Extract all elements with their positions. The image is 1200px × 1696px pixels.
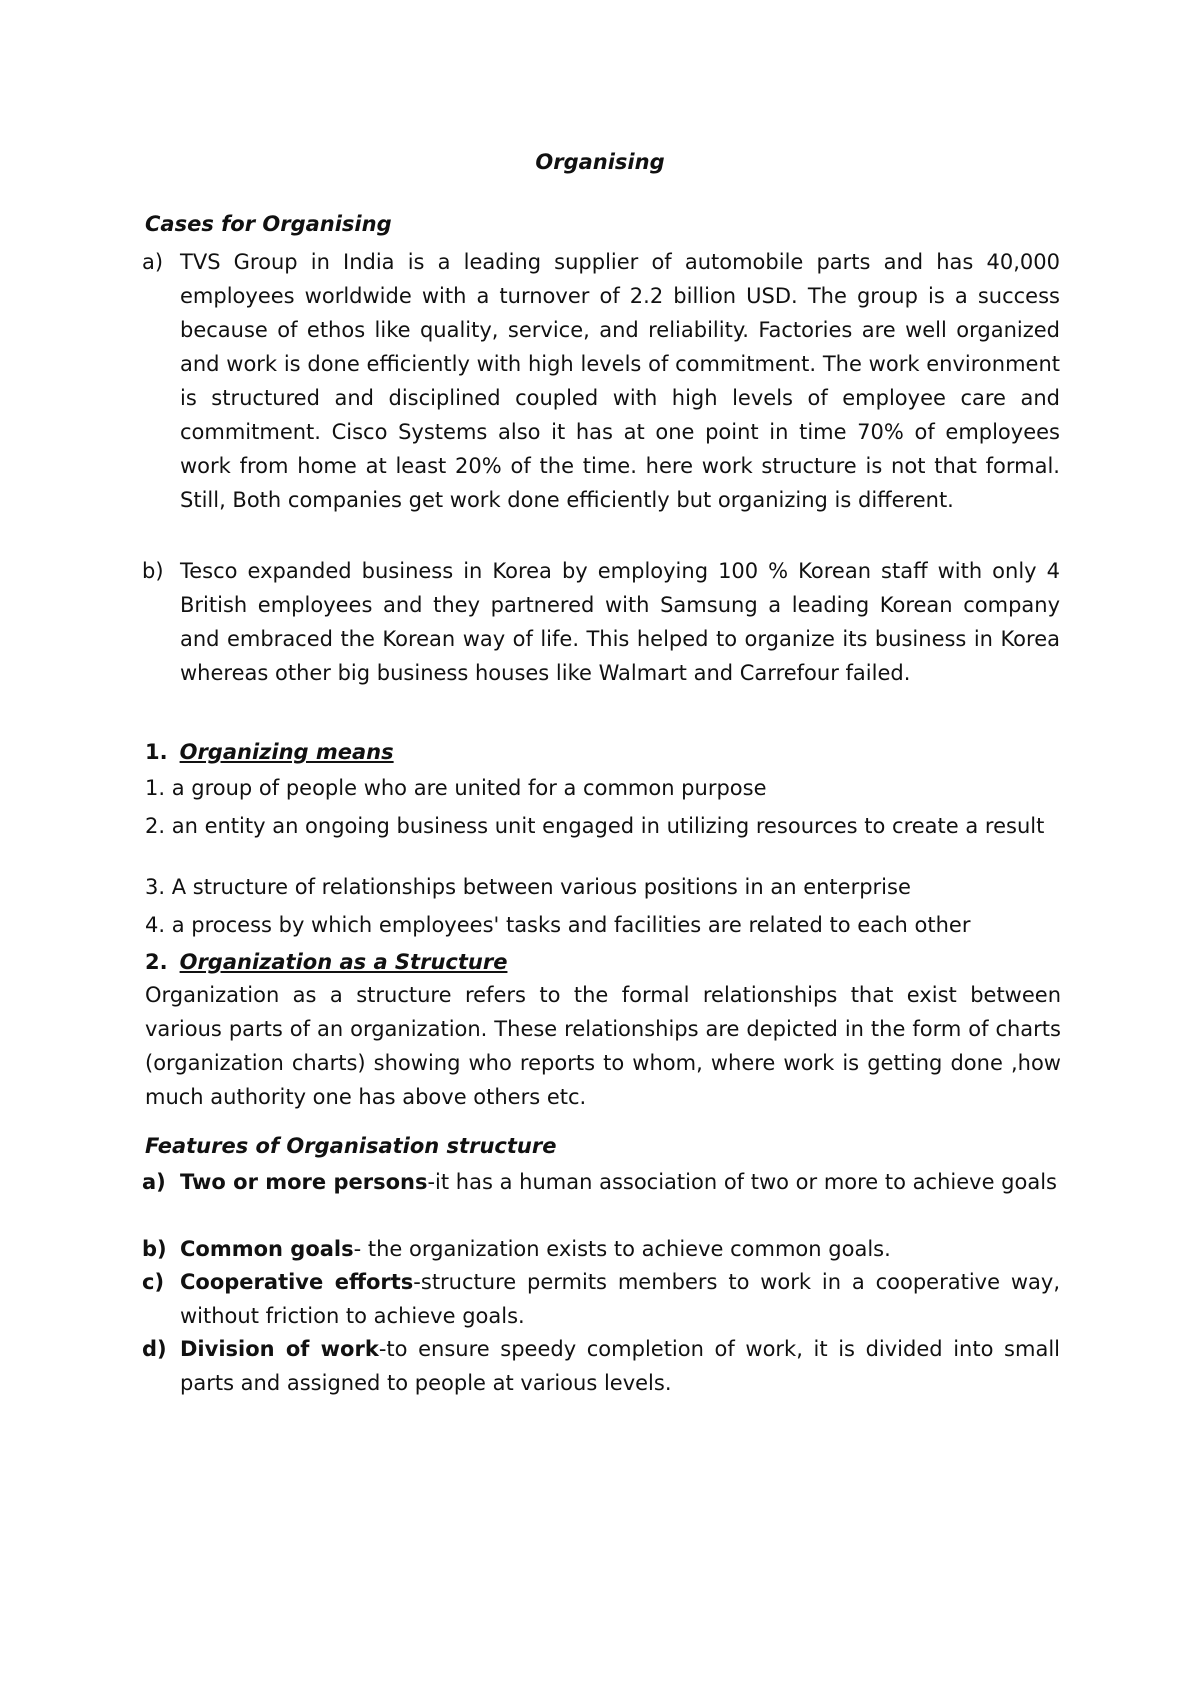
- feature-marker: c): [142, 1270, 165, 1294]
- section-number: 1.: [145, 740, 168, 764]
- means-item-2: 2. an entity an ongoing business unit engaged in utilizing resources to create a result: [145, 814, 1045, 838]
- section-1-heading: [145, 740, 394, 764]
- feature-item-d: [142, 1332, 1060, 1400]
- feature-text: - the organization exists to achieve common goals.: [353, 1237, 891, 1261]
- page-title: Organising: [535, 150, 665, 174]
- feature-text: -structure permits members to work in a cooperative way, without friction to achieve goals.: [180, 1270, 1061, 1328]
- feature-term: Cooperative efforts: [180, 1270, 414, 1294]
- case-item-b: [142, 554, 1060, 690]
- feature-term: Division of work: [180, 1337, 379, 1361]
- feature-marker: a): [142, 1170, 166, 1194]
- section-label: Organization as a Structure: [179, 950, 508, 974]
- case-marker: a): [142, 250, 164, 274]
- feature-text: -it has a human association of two or more to achieve goals: [427, 1170, 1057, 1194]
- means-item-4: 4. a process by which employees' tasks and facilities are related to each other: [145, 913, 971, 937]
- case-text: Tesco expanded business in Korea by employing 100 % Korean staff with only 4 British employees and they partnered with Samsung a leading Korean company and embraced the Korean way of life. This helped to organize its business in Korea whereas other big business houses like Walmart and Carrefour failed.: [180, 559, 1060, 685]
- section-2-heading: [145, 950, 507, 974]
- case-marker: b): [142, 559, 164, 583]
- structure-paragraph: Organization as a structure refers to the formal relationships that exist between various parts of an organization. These relationships are depicted in the form of charts (organization charts) showing who reports to whom, where work is getting done ,how much authority one has above others etc.: [145, 983, 1061, 1109]
- feature-marker: b): [142, 1237, 167, 1261]
- case-item-a: [142, 245, 1060, 517]
- feature-text: -to ensure speedy completion of work, it is divided into small parts and assigned to people at various levels.: [180, 1337, 1060, 1395]
- section-number: 2.: [145, 950, 168, 974]
- feature-item-c: [142, 1265, 1061, 1333]
- feature-term: Two or more persons: [180, 1170, 428, 1194]
- features-heading: Features of Organisation structure: [145, 1134, 557, 1158]
- section-label: Organizing means: [179, 740, 394, 764]
- feature-item-b: [142, 1232, 1060, 1266]
- feature-marker: d): [142, 1337, 167, 1361]
- feature-term: Common goals: [180, 1237, 354, 1261]
- feature-item-a: [142, 1165, 1060, 1199]
- cases-heading: Cases for Organising: [145, 212, 392, 236]
- means-item-3: 3. A structure of relationships between various positions in an enterprise: [145, 875, 911, 899]
- means-item-1: 1. a group of people who are united for a common purpose: [145, 776, 767, 800]
- case-text: TVS Group in India is a leading supplier of automobile parts and has 40,000 employees worldwide with a turnover of 2.2 billion USD. The group is a success because of ethos like quality, service, and reliability. Factories are well organized and work is done efficiently with high levels of commitment. The work environment is structured and disciplined coupled with high levels of employee care and commitment. Cisco Systems also it has at one point in time 70% of employees work from home at least 20% of the time. here work structure is not that formal. Still, Both companies get work done efficiently but organizing is different.: [180, 250, 1060, 512]
